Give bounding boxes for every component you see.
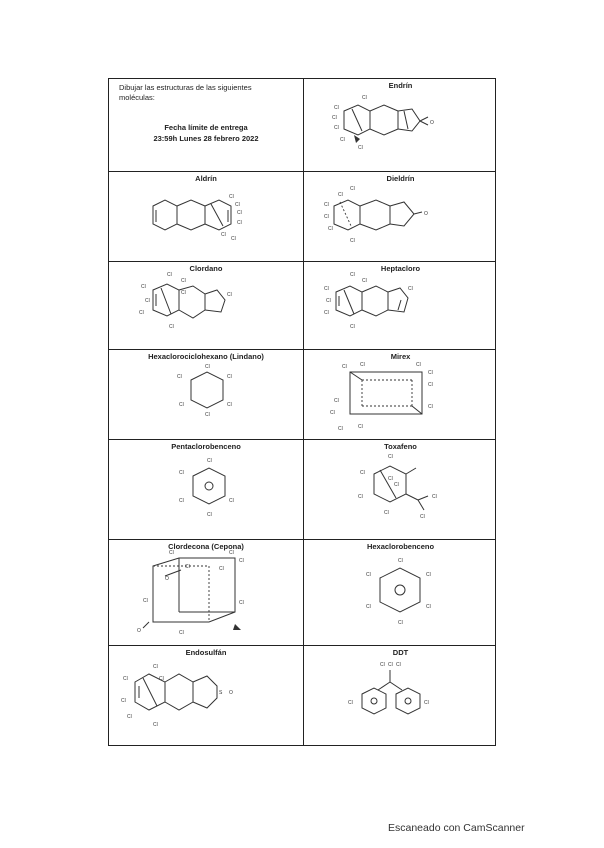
molecule-name: Toxafeno xyxy=(384,442,417,451)
atom-cl: Cl xyxy=(332,115,337,121)
cell-aldrin xyxy=(109,172,303,261)
cell-clordano xyxy=(109,262,303,349)
cell-hexaclorobenceno xyxy=(304,540,497,645)
endosulfan-structure xyxy=(109,646,303,746)
atom-cl: Cl xyxy=(181,290,186,296)
atom-cl: Cl xyxy=(420,514,425,520)
bond-ring xyxy=(334,200,360,230)
atom-cl: Cl xyxy=(219,566,224,572)
molecule-name: Dieldrín xyxy=(386,174,415,183)
mirex-structure xyxy=(304,350,497,439)
double-bond xyxy=(143,622,149,628)
atom-cl: Cl xyxy=(326,298,331,304)
molecule-name: Hexaclorociclohexano (Lindano) xyxy=(148,352,264,361)
atom-cl: Cl xyxy=(227,292,232,298)
atom-cl: Cl xyxy=(360,362,365,368)
atom-cl: Cl xyxy=(143,598,148,604)
atom-cl: Cl xyxy=(169,324,174,330)
bond-ring xyxy=(153,200,177,230)
cell-endrin xyxy=(304,79,497,171)
atom-cl: Cl xyxy=(235,202,240,208)
atom-cl: Cl xyxy=(366,604,371,610)
atom-cl: Cl xyxy=(227,402,232,408)
atom-cl: Cl xyxy=(428,404,433,410)
cell-lindano xyxy=(109,350,303,439)
scanner-watermark: Escaneado con CamScanner xyxy=(388,822,525,834)
aldrin-structure xyxy=(109,172,303,261)
atom-cl: Cl xyxy=(388,662,393,668)
endrin-structure xyxy=(304,79,497,171)
bond xyxy=(414,212,422,214)
wedge-bond xyxy=(354,135,360,143)
toxafeno-structure xyxy=(304,440,497,539)
molecule-table xyxy=(108,78,496,746)
bond-ring xyxy=(370,105,398,135)
atom-cl: Cl xyxy=(338,426,343,432)
atom-cl: Cl xyxy=(408,286,413,292)
atom-cl: Cl xyxy=(394,482,399,488)
atom-s: S xyxy=(219,690,223,696)
bond-bridge xyxy=(143,678,157,706)
atom-cl: Cl xyxy=(207,512,212,518)
atom-cl: Cl xyxy=(127,714,132,720)
aromatic-ring xyxy=(395,585,405,595)
cell-pentaclorobenceno xyxy=(109,440,303,539)
bond-bridge xyxy=(344,290,354,314)
pentaclorobenceno-structure xyxy=(109,440,303,539)
atom-cl: Cl xyxy=(380,662,385,668)
atom-cl: Cl xyxy=(181,278,186,284)
lindano-structure xyxy=(109,350,303,439)
atom-cl: Cl xyxy=(350,272,355,278)
atom-cl: Cl xyxy=(229,194,234,200)
atom-cl: Cl xyxy=(177,374,182,380)
aromatic-ring xyxy=(371,698,377,704)
clordecona-structure xyxy=(109,540,303,645)
cell-heptacloro xyxy=(304,262,497,349)
bond xyxy=(390,682,402,690)
atom-cl: Cl xyxy=(179,498,184,504)
molecule-name: Hexaclorobenceno xyxy=(366,542,435,551)
atom-cl: Cl xyxy=(179,402,184,408)
bond-bridge xyxy=(352,109,362,131)
intro-cell xyxy=(109,79,303,171)
instructions xyxy=(119,83,295,103)
bond-ring xyxy=(193,468,225,504)
atom-cl: Cl xyxy=(334,105,339,111)
double-bond xyxy=(406,468,416,474)
bond-ring xyxy=(362,688,386,714)
atom-cl: Cl xyxy=(145,298,150,304)
atom-o: O xyxy=(165,576,169,582)
bond-bridge xyxy=(404,111,408,129)
atom-cl: Cl xyxy=(350,324,355,330)
atom-cl: Cl xyxy=(159,676,164,682)
atom-cl: Cl xyxy=(360,470,365,476)
atom-cl: Cl xyxy=(324,310,329,316)
atom-cl: Cl xyxy=(227,374,232,380)
molecule-name: Pentaclorobenceno xyxy=(171,442,241,451)
molecule-name: Endrín xyxy=(388,81,413,90)
molecule-name: Mirex xyxy=(390,352,411,361)
atom-cl: Cl xyxy=(366,572,371,578)
bond-ring xyxy=(165,674,193,710)
deadline-value: 23:59h Lunes 28 febrero 2022 xyxy=(153,134,259,143)
bond xyxy=(350,372,362,380)
bond-ring xyxy=(380,568,420,612)
molecule-name: Aldrín xyxy=(195,174,217,183)
atom-cl: Cl xyxy=(350,238,355,244)
molecule-name: Heptacloro xyxy=(380,264,421,273)
wedge-bond xyxy=(233,624,241,630)
atom-cl: Cl xyxy=(428,370,433,376)
dieldrin-structure xyxy=(304,172,497,261)
atom-cl: Cl xyxy=(207,458,212,464)
molecule-name: DDT xyxy=(392,648,409,657)
atom-cl: Cl xyxy=(239,600,244,606)
bond-ring xyxy=(362,286,388,316)
heptacloro-structure xyxy=(304,262,497,349)
bond-ring xyxy=(205,290,225,312)
atom-cl: Cl xyxy=(398,558,403,564)
atom-cl: Cl xyxy=(229,550,234,556)
bond-ring xyxy=(360,200,390,230)
molecule-name: Clordano xyxy=(189,264,223,273)
atom-cl: Cl xyxy=(205,364,210,370)
clordano-structure xyxy=(109,262,303,349)
atom-cl: Cl xyxy=(398,620,403,626)
atom-cl: Cl xyxy=(229,498,234,504)
atom-cl: Cl xyxy=(185,564,190,570)
cell-ddt xyxy=(304,646,497,746)
hexaclorobenceno-structure xyxy=(304,540,497,645)
bond-ring xyxy=(177,200,205,230)
double-bond xyxy=(398,300,401,310)
bond xyxy=(406,494,418,500)
atom-cl: Cl xyxy=(340,137,345,143)
atom-cl: Cl xyxy=(388,454,393,460)
atom-cl: Cl xyxy=(426,604,431,610)
atom-cl: Cl xyxy=(179,470,184,476)
bond-ring xyxy=(398,109,420,131)
atom-cl: Cl xyxy=(167,272,172,278)
atom-cl: Cl xyxy=(348,700,353,706)
bond-bridge xyxy=(211,204,223,226)
atom-o: O xyxy=(424,211,428,217)
atom-cl: Cl xyxy=(396,662,401,668)
bond xyxy=(412,406,422,414)
atom-o: O xyxy=(430,120,434,126)
atom-cl: Cl xyxy=(239,558,244,564)
atom-cl: Cl xyxy=(221,232,226,238)
atom-cl: Cl xyxy=(362,95,367,101)
dashed-bond xyxy=(340,202,352,228)
atom-cl: Cl xyxy=(123,676,128,682)
ddt-structure xyxy=(304,646,497,746)
atom-cl: Cl xyxy=(179,630,184,636)
atom-cl: Cl xyxy=(328,226,333,232)
atom-cl: Cl xyxy=(153,722,158,728)
bond xyxy=(420,121,428,125)
atom-cl: Cl xyxy=(324,202,329,208)
atom-cl: Cl xyxy=(324,286,329,292)
bond-ring xyxy=(191,372,223,408)
cell-clordecona xyxy=(109,540,303,645)
cell-dieldrin xyxy=(304,172,497,261)
aromatic-ring xyxy=(205,482,213,490)
atom-cl: Cl xyxy=(358,145,363,151)
atom-cl: Cl xyxy=(358,424,363,430)
atom-cl: Cl xyxy=(416,362,421,368)
bond-ring xyxy=(396,688,420,714)
atom-cl: Cl xyxy=(428,382,433,388)
molecule-name: Endosulfán xyxy=(185,648,227,657)
bond-ring xyxy=(205,200,231,230)
atom-cl: Cl xyxy=(330,410,335,416)
atom-cl: Cl xyxy=(169,550,174,556)
bond-ring xyxy=(390,202,414,226)
molecule-name: Clordecona (Cepona) xyxy=(168,542,244,551)
atom-cl: Cl xyxy=(324,214,329,220)
deadline-label: Fecha límite de entrega xyxy=(164,123,248,132)
atom-cl: Cl xyxy=(424,700,429,706)
instructions-line-1: Dibujar las estructuras de las siguientes xyxy=(119,83,252,92)
bond xyxy=(418,500,424,510)
cell-endosulfan xyxy=(109,646,303,746)
bond-bridge xyxy=(161,288,171,314)
atom-o: O xyxy=(229,690,233,696)
instructions-line-2: moléculas: xyxy=(119,93,155,102)
atom-cl: Cl xyxy=(388,476,393,482)
bond xyxy=(418,496,428,500)
cell-mirex xyxy=(304,350,497,439)
atom-o: O xyxy=(137,628,141,634)
atom-cl: Cl xyxy=(153,664,158,670)
atom-cl: Cl xyxy=(205,412,210,418)
atom-cl: Cl xyxy=(358,494,363,500)
atom-cl: Cl xyxy=(237,210,242,216)
atom-cl: Cl xyxy=(141,284,146,290)
atom-cl: Cl xyxy=(432,494,437,500)
atom-cl: Cl xyxy=(334,125,339,131)
cage-outline xyxy=(350,372,422,414)
atom-cl: Cl xyxy=(342,364,347,370)
atom-cl: Cl xyxy=(121,698,126,704)
bond xyxy=(420,117,428,121)
atom-cl: Cl xyxy=(350,186,355,192)
atom-cl: Cl xyxy=(139,310,144,316)
cell-toxafeno xyxy=(304,440,497,539)
atom-cl: Cl xyxy=(362,278,367,284)
atom-cl: Cl xyxy=(384,510,389,516)
atom-cl: Cl xyxy=(426,572,431,578)
bond-ring xyxy=(193,676,217,708)
atom-cl: Cl xyxy=(231,236,236,242)
aromatic-ring xyxy=(405,698,411,704)
atom-cl: Cl xyxy=(237,220,242,226)
bond xyxy=(378,682,390,690)
atom-cl: Cl xyxy=(338,192,343,198)
bond-ring xyxy=(374,466,406,502)
atom-cl: Cl xyxy=(334,398,339,404)
